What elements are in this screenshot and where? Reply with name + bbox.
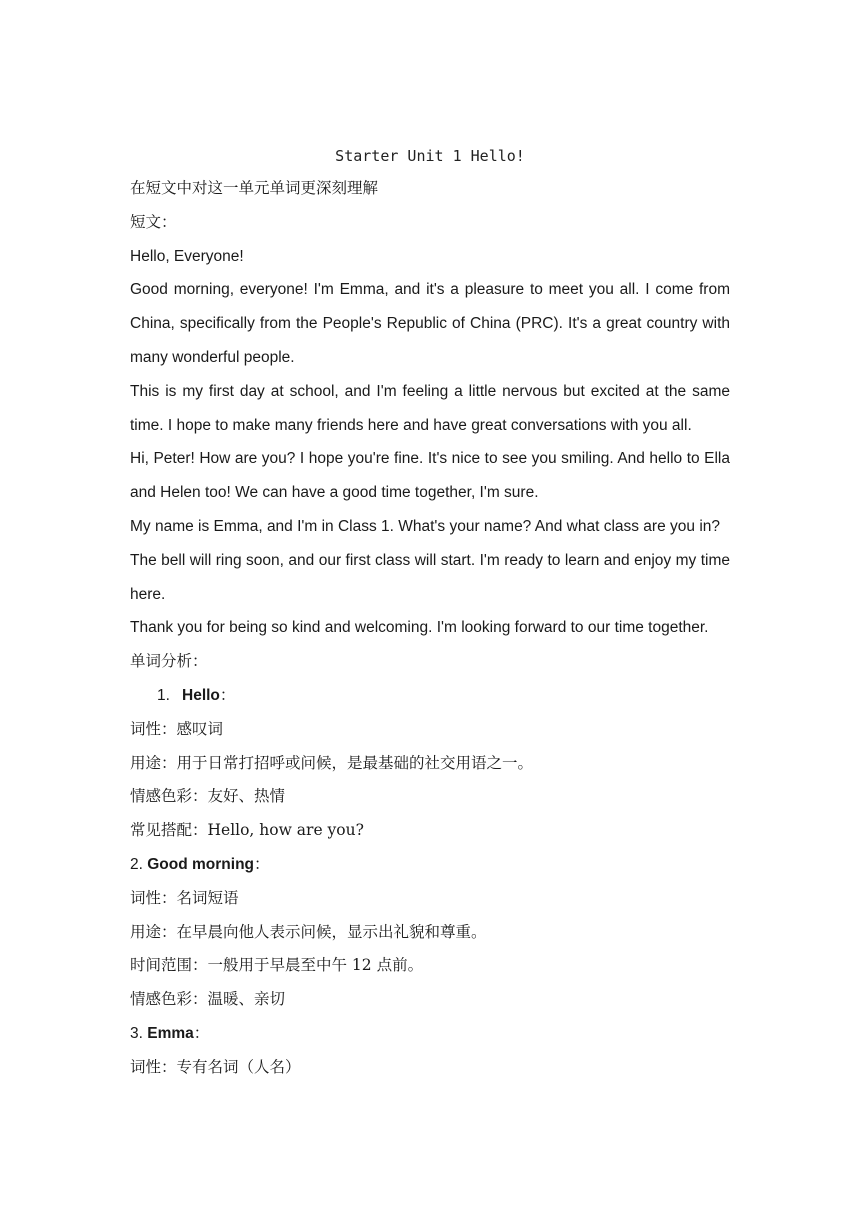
paragraph: My name is Emma, and I'm in Class 1. What's your name? And what class are you in?: [130, 517, 720, 535]
word-colon: ：: [193, 1023, 210, 1042]
word-detail: 词性：感叹词: [130, 719, 224, 738]
word-heading: [130, 848, 730, 882]
word-term: Emma: [147, 1024, 194, 1042]
word-detail: 用途：用于日常打招呼或问候，是最基础的社交用语之一。: [130, 753, 534, 772]
word-detail: 词性：名词短语: [130, 888, 239, 907]
paragraph: This is my first day at school, and I'm feeling a little nervous but excited at the same time. I hope to make many friends here and have great conversations with you all.: [130, 382, 730, 434]
paragraph: Thank you for being so kind and welcoming. I'm looking forward to our time together.: [130, 619, 709, 637]
word-colon: ：: [254, 854, 270, 873]
word-heading: [130, 679, 730, 713]
paragraph: The bell will ring soon, and our first class will start. I'm ready to learn and enjoy my time here.: [130, 551, 730, 603]
document-page: [130, 140, 730, 1085]
paragraph: Good morning, everyone! I'm Emma, and it's a pleasure to meet you all. I come from China, specifically from the People's Republic of China (PRC). It's a great country with many wonderful people.: [130, 281, 730, 366]
word-detail: 情感色彩：友好、热情: [130, 787, 286, 806]
passage-label: 短文：: [130, 212, 177, 231]
passage-heading: Hello, Everyone!: [130, 247, 244, 265]
intro-line: 在短文中对这一单元单词更深刻理解: [130, 179, 379, 197]
word-detail: 常见搭配：Hello, how are you?: [130, 821, 364, 840]
word-heading: [130, 1017, 730, 1051]
word-detail: 词性：专有名词（人名）: [130, 1057, 301, 1076]
word-number: 1.: [157, 686, 170, 704]
word-detail: 时间范围：一般用于早晨至中午 12 点前。: [130, 956, 424, 975]
analysis-label: 单词分析：: [130, 652, 208, 671]
paragraph: Hi, Peter! How are you? I hope you're fine. It's nice to see you smiling. And hello to Ella and Helen too! We can have a good time together, I'm sure.: [130, 450, 730, 502]
word-detail: 用途：在早晨向他人表示问候，显示出礼貌和尊重。: [130, 922, 487, 941]
word-term: Hello: [182, 686, 220, 704]
word-detail: 情感色彩：温暖、亲切: [130, 990, 286, 1009]
word-number: 3.: [130, 1024, 143, 1042]
word-number: 2.: [130, 855, 143, 873]
word-colon: ：: [219, 685, 236, 704]
word-term: Good morning: [147, 855, 255, 873]
document-title: Starter Unit 1 Hello!: [335, 147, 525, 165]
